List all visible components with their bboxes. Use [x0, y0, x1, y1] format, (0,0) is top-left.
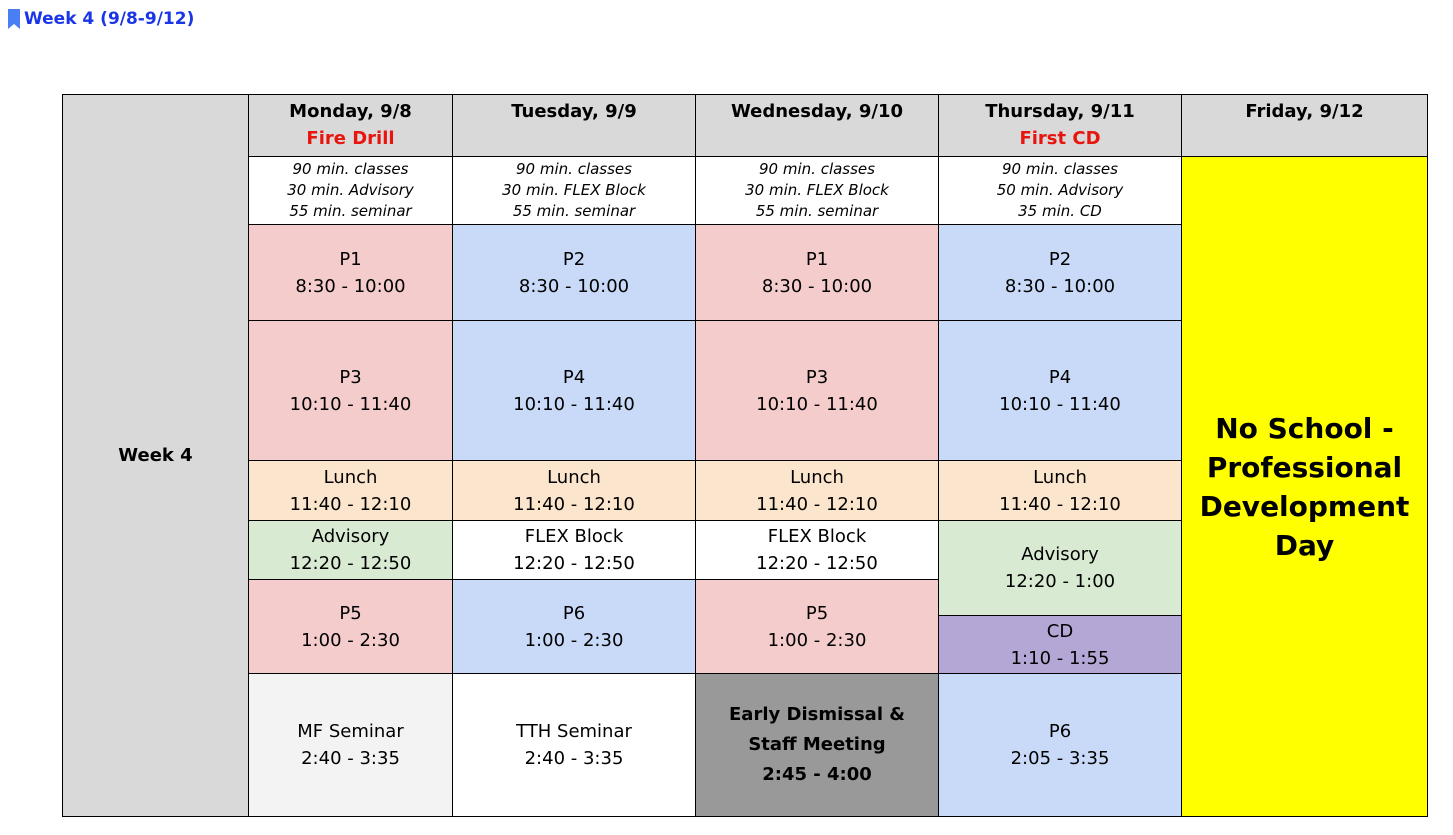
day-header-wednesday	[696, 95, 939, 157]
block-label: TTH Seminar	[516, 721, 632, 742]
week-heading-text: Week 4 (9/8-9/12)	[24, 9, 195, 29]
block-wed-p5	[696, 580, 939, 674]
block-time: 1:00 - 2:30	[524, 629, 624, 651]
block-label: P4	[1048, 366, 1072, 388]
block-label: P1	[805, 248, 829, 270]
block-time: 12:20 - 1:00	[1004, 571, 1116, 592]
block-label: Advisory	[311, 526, 390, 547]
day-name: Monday, 9/8	[289, 101, 412, 122]
block-label: Lunch	[323, 466, 378, 488]
block-wed-staff-meeting	[696, 674, 939, 817]
bookmark-icon	[8, 9, 20, 29]
block-thu-p4	[939, 321, 1182, 461]
block-thu-cd	[939, 616, 1182, 674]
block-time: 10:10 - 11:40	[756, 393, 878, 415]
block-time: 12:20 - 12:50	[756, 553, 878, 574]
block-label: FLEX Block	[524, 526, 624, 547]
info-cell-monday	[249, 157, 453, 225]
block-mon-lunch	[249, 461, 453, 521]
block-label: Lunch	[547, 466, 601, 488]
block-tue-p4	[453, 321, 696, 461]
block-time: 8:30 - 10:00	[295, 275, 406, 297]
block-mon-p3	[249, 321, 453, 461]
block-time: 11:40 - 12:10	[756, 493, 878, 515]
block-time: 10:10 - 11:40	[513, 393, 635, 415]
block-tue-seminar	[453, 674, 696, 817]
info-line: 55 min. seminar	[755, 202, 879, 220]
block-label: Lunch	[790, 466, 844, 488]
day-name: Wednesday, 9/10	[730, 101, 904, 122]
block-time: 1:00 - 2:30	[767, 629, 867, 651]
info-line: 30 min. Advisory	[287, 181, 414, 199]
block-label: P3	[805, 366, 829, 388]
block-label: P3	[339, 366, 362, 388]
info-line: 55 min. seminar	[512, 202, 636, 220]
block-mon-p5	[249, 580, 453, 674]
no-school-cell: No School - Professional Development Day	[1182, 157, 1428, 817]
block-label: P6	[562, 602, 586, 624]
block-wed-p3	[696, 321, 939, 461]
day-note: First CD	[1019, 128, 1101, 149]
day-header-tuesday	[453, 95, 696, 157]
block-thu-p6	[939, 674, 1182, 817]
block-time: 2:05 - 3:35	[1010, 748, 1110, 769]
block-time: 10:10 - 11:40	[999, 393, 1121, 415]
block-time: 11:40 - 12:10	[289, 493, 412, 515]
info-cell-tuesday	[453, 157, 696, 225]
info-line: 90 min. classes	[516, 160, 632, 178]
block-label: Advisory	[1021, 544, 1099, 565]
day-name: Friday, 9/12	[1245, 101, 1364, 122]
block-tue-lunch	[453, 461, 696, 521]
block-label: Early Dismissal & Staff Meeting	[729, 704, 905, 755]
block-time: 8:30 - 10:00	[761, 275, 873, 297]
block-mon-p1	[249, 225, 453, 321]
block-label: P2	[1048, 248, 1072, 270]
day-name: Tuesday, 9/9	[511, 101, 637, 122]
block-time: 11:40 - 12:10	[513, 493, 635, 515]
info-line: 90 min. classes	[1002, 160, 1118, 178]
schedule-table	[62, 94, 1428, 817]
block-time: 1:10 - 1:55	[1010, 647, 1110, 669]
block-label: P5	[339, 602, 362, 624]
block-label: P4	[562, 366, 586, 388]
block-thu-advisory	[939, 521, 1182, 616]
block-time: 8:30 - 10:00	[1004, 275, 1116, 297]
block-wed-lunch	[696, 461, 939, 521]
info-cell-wednesday	[696, 157, 939, 225]
info-cell-thursday	[939, 157, 1182, 225]
info-line: 30 min. FLEX Block	[745, 181, 889, 199]
info-line: 50 min. Advisory	[996, 181, 1124, 199]
day-header-monday	[249, 95, 453, 157]
block-thu-lunch	[939, 461, 1182, 521]
block-label: P1	[339, 248, 362, 270]
block-wed-flex	[696, 521, 939, 580]
block-mon-seminar	[249, 674, 453, 817]
block-tue-p2	[453, 225, 696, 321]
info-line: 90 min. classes	[759, 160, 875, 178]
block-label: Lunch	[1033, 466, 1087, 488]
block-time: 11:40 - 12:10	[999, 493, 1121, 515]
block-time: 8:30 - 10:00	[518, 275, 630, 297]
info-line: 30 min. FLEX Block	[502, 181, 646, 199]
day-name: Thursday, 9/11	[985, 101, 1135, 122]
block-label: MF Seminar	[297, 721, 404, 742]
block-time: 10:10 - 11:40	[289, 393, 412, 415]
block-label: P6	[1048, 721, 1072, 742]
block-tue-p6	[453, 580, 696, 674]
block-label: CD	[1046, 620, 1074, 642]
info-line: 35 min. CD	[1018, 202, 1102, 220]
block-mon-advisory	[249, 521, 453, 580]
day-header-friday	[1182, 95, 1428, 157]
day-note: Fire Drill	[306, 128, 395, 149]
info-line: 55 min. seminar	[289, 202, 412, 220]
block-label: P5	[805, 602, 829, 624]
block-label: FLEX Block	[767, 526, 867, 547]
block-time: 2:40 - 3:35	[524, 748, 624, 769]
block-time: 12:20 - 12:50	[513, 553, 635, 574]
block-wed-p1	[696, 225, 939, 321]
info-line: 90 min. classes	[292, 160, 409, 178]
block-tue-flex	[453, 521, 696, 580]
block-label: P2	[562, 248, 586, 270]
week-label: Week 4	[63, 95, 249, 817]
block-time: 2:40 - 3:35	[301, 748, 400, 769]
block-time: 2:45 - 4:00	[762, 764, 872, 785]
block-time: 1:00 - 2:30	[301, 629, 400, 651]
block-time: 12:20 - 12:50	[289, 553, 412, 574]
week-heading-link[interactable]	[8, 8, 194, 30]
day-header-thursday	[939, 95, 1182, 157]
block-thu-p2	[939, 225, 1182, 321]
